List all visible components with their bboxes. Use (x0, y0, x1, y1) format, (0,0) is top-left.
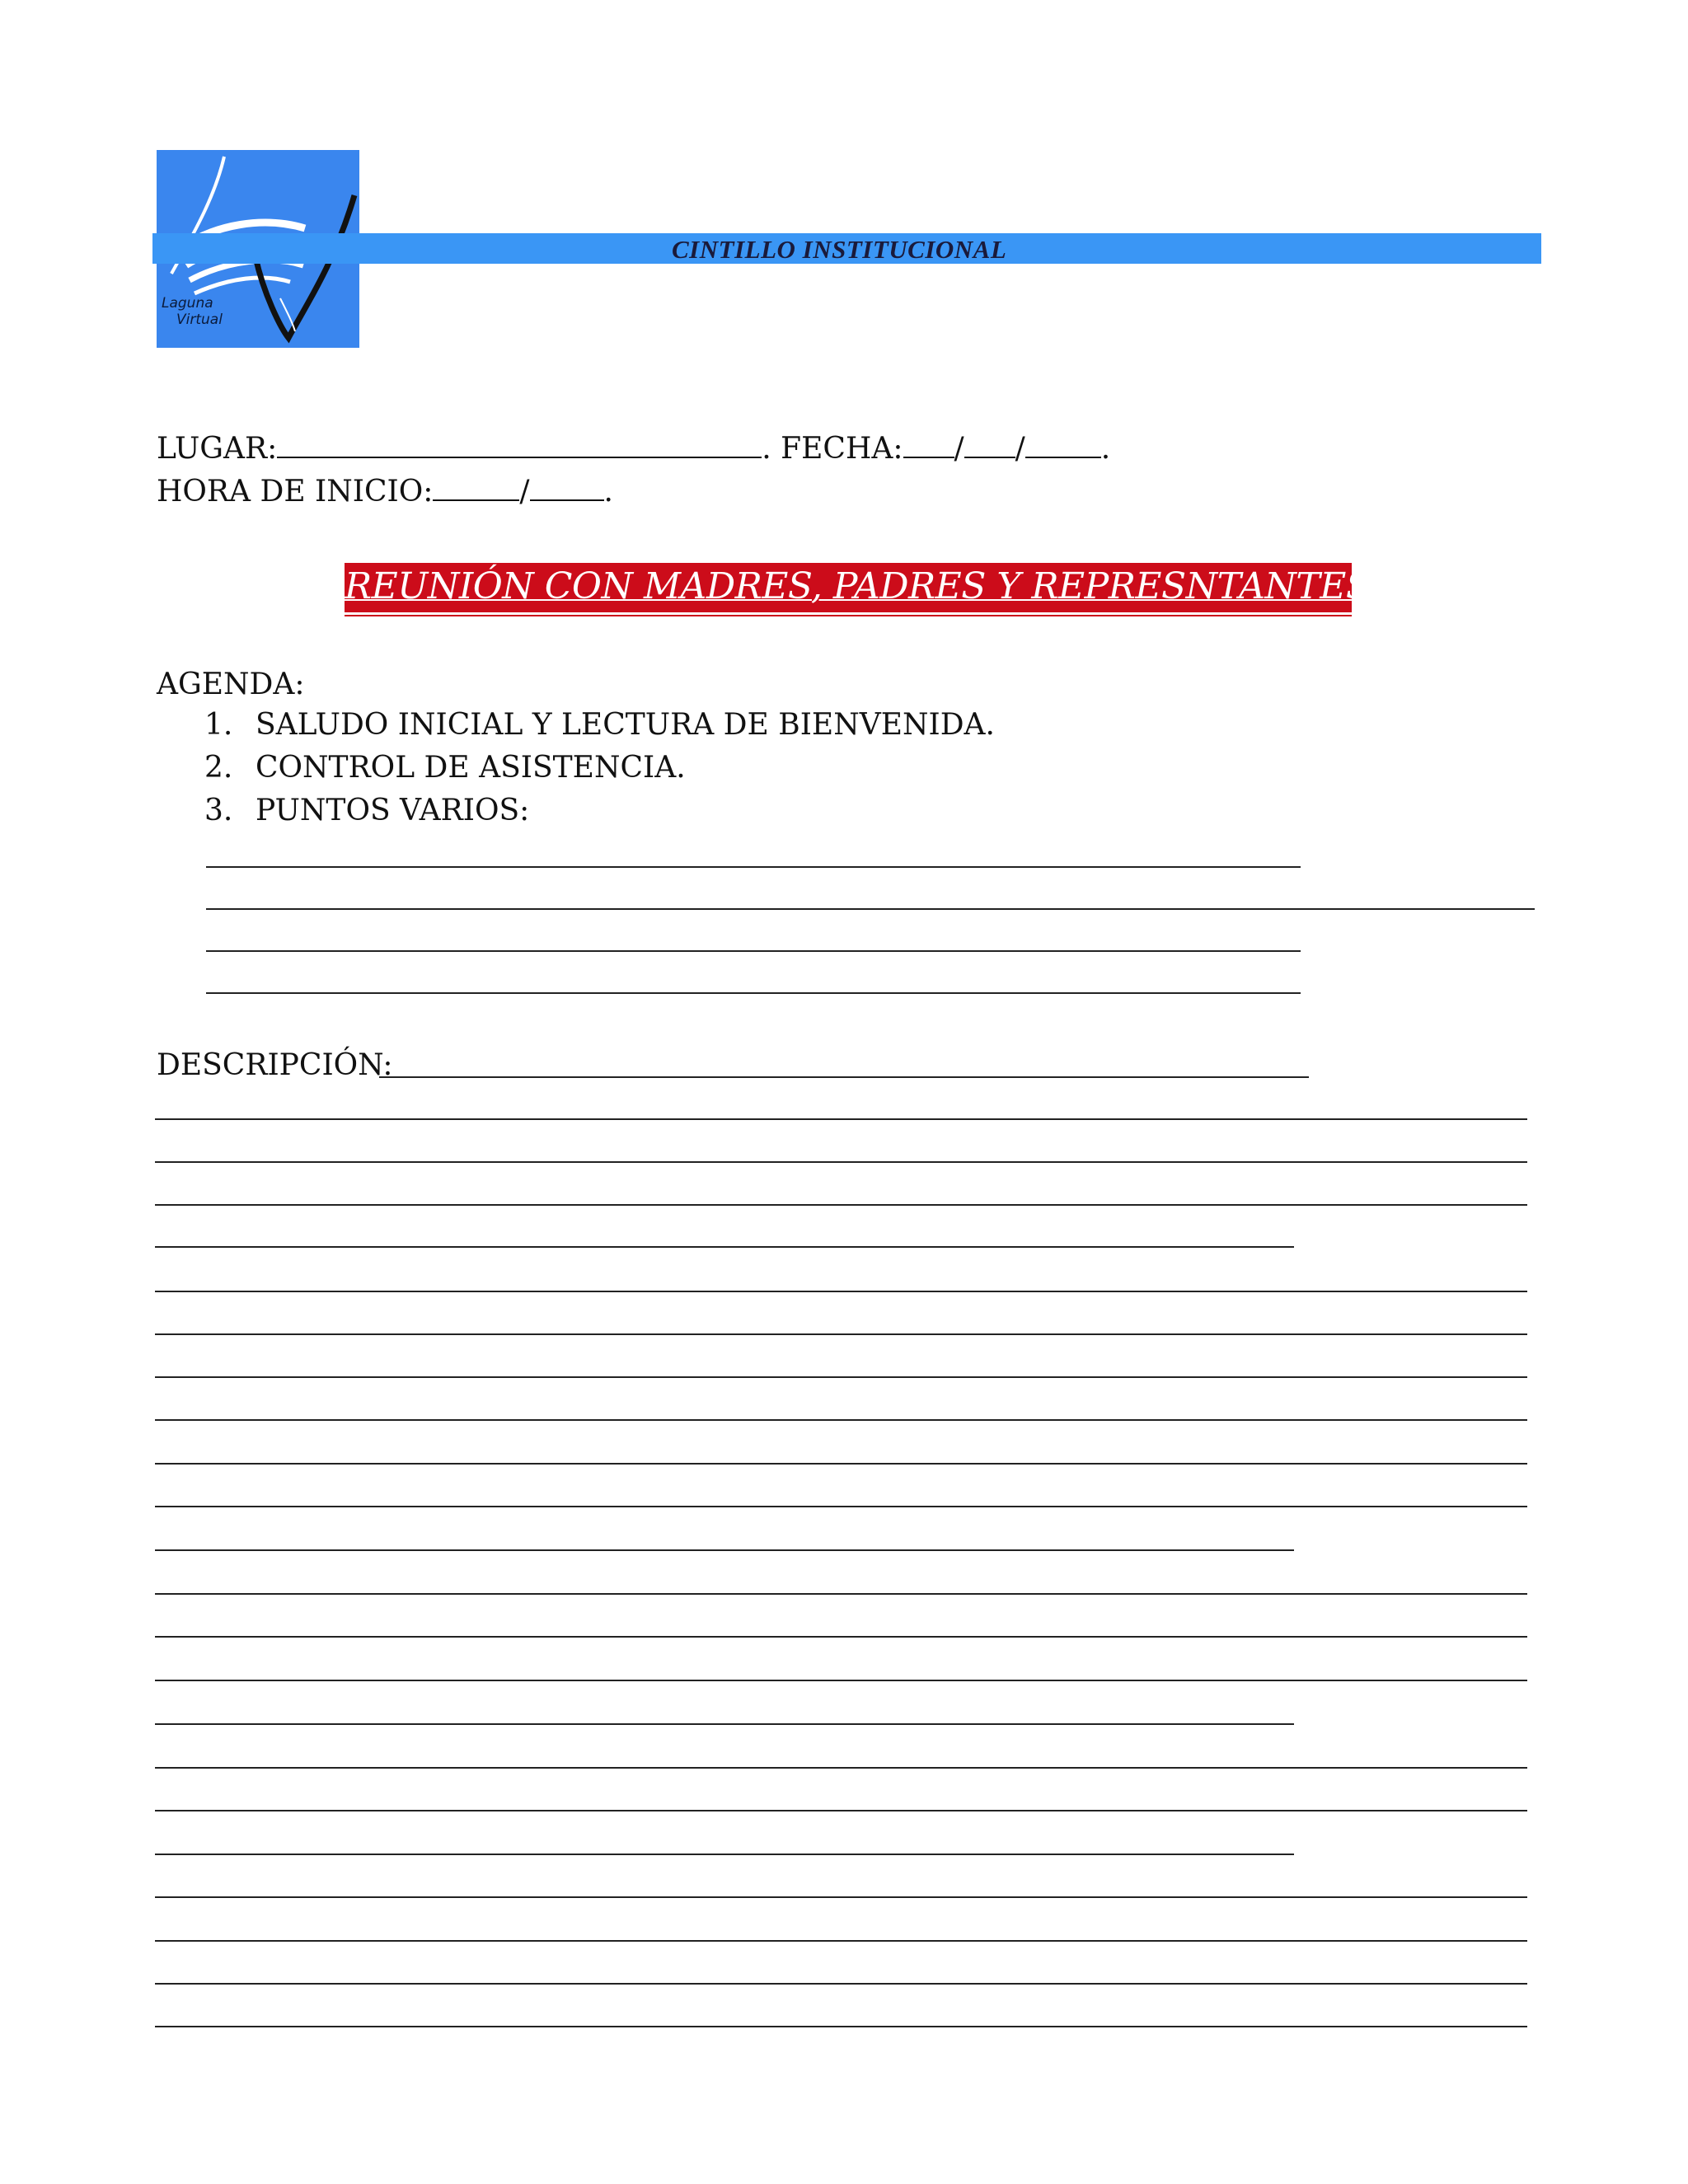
descripcion-line[interactable] (155, 1161, 1527, 1163)
fecha-day-field[interactable] (903, 432, 954, 458)
fecha-year-field[interactable] (1025, 432, 1101, 458)
agenda-list (204, 710, 995, 839)
hora-row (157, 475, 613, 507)
agenda-item-number: 1. (204, 708, 233, 742)
puntos-varios-line[interactable] (206, 992, 1301, 994)
lugar-fecha-row (157, 432, 1110, 464)
agenda-item-text: SALUDO INICIAL Y LECTURA DE BIENVENIDA. (256, 708, 995, 742)
logo-text-line1: Laguna (162, 295, 213, 312)
descripcion-line[interactable] (155, 1246, 1294, 1248)
agenda-item-number: 3. (204, 794, 233, 827)
descripcion-line[interactable] (155, 1118, 1527, 1120)
puntos-varios-line[interactable] (206, 908, 1535, 910)
descripcion-line[interactable] (155, 2026, 1527, 2027)
lugar-field[interactable] (277, 432, 762, 458)
descripcion-line[interactable] (155, 1419, 1527, 1421)
date-separator: / (1015, 432, 1025, 466)
descripcion-line[interactable] (155, 1854, 1294, 1855)
puntos-varios-line[interactable] (206, 866, 1301, 868)
fecha-end-period: . (1100, 432, 1111, 466)
document-title: REUNIÓN CON MADRES, PADRES Y REPRESNTANTES (345, 565, 1371, 607)
descripcion-label: DESCRIPCIÓN: (157, 1048, 393, 1082)
title-underline (345, 615, 1352, 616)
logo-text-line2: Virtual (176, 312, 223, 328)
descripcion-line[interactable] (155, 1680, 1527, 1681)
descripcion-line[interactable] (155, 1463, 1527, 1465)
agenda-item-number: 2. (204, 751, 233, 785)
descripcion-line[interactable] (155, 1549, 1294, 1551)
date-separator: / (954, 432, 964, 466)
descripcion-line[interactable] (155, 1983, 1527, 1985)
banner-title: CINTILLO INSTITUCIONAL (672, 235, 1007, 264)
fecha-label: . FECHA: (762, 432, 903, 466)
descripcion-line[interactable] (155, 1767, 1527, 1769)
time-separator: / (519, 475, 530, 509)
hora-hour-field[interactable] (433, 475, 519, 501)
agenda-item-text: PUNTOS VARIOS: (256, 794, 530, 827)
descripcion-line[interactable] (155, 1940, 1527, 1942)
descripcion-line[interactable] (155, 1723, 1294, 1725)
agenda-item-text: CONTROL DE ASISTENCIA. (256, 751, 686, 785)
descripcion-line[interactable] (155, 1896, 1527, 1898)
descripcion-line[interactable] (155, 1376, 1527, 1378)
lugar-label: LUGAR: (157, 432, 278, 466)
agenda-item (204, 710, 995, 753)
descripcion-line[interactable] (155, 1291, 1527, 1292)
hora-minute-field[interactable] (530, 475, 604, 501)
logo-text (162, 295, 223, 328)
agenda-item (204, 796, 995, 839)
hora-label: HORA DE INICIO: (157, 475, 434, 509)
puntos-varios-line[interactable] (206, 950, 1301, 952)
descripcion-line[interactable] (155, 1204, 1527, 1206)
descripcion-line[interactable] (155, 1333, 1527, 1335)
descripcion-line[interactable] (155, 1810, 1527, 1811)
fecha-month-field[interactable] (964, 432, 1015, 458)
descripcion-line[interactable] (155, 1506, 1527, 1507)
hora-end-period: . (603, 475, 613, 509)
descripcion-inline-line[interactable] (379, 1076, 1309, 1078)
agenda-item (204, 753, 995, 796)
descripcion-line[interactable] (155, 1593, 1527, 1595)
descripcion-line[interactable] (155, 1636, 1527, 1638)
agenda-label: AGENDA: (157, 668, 305, 701)
